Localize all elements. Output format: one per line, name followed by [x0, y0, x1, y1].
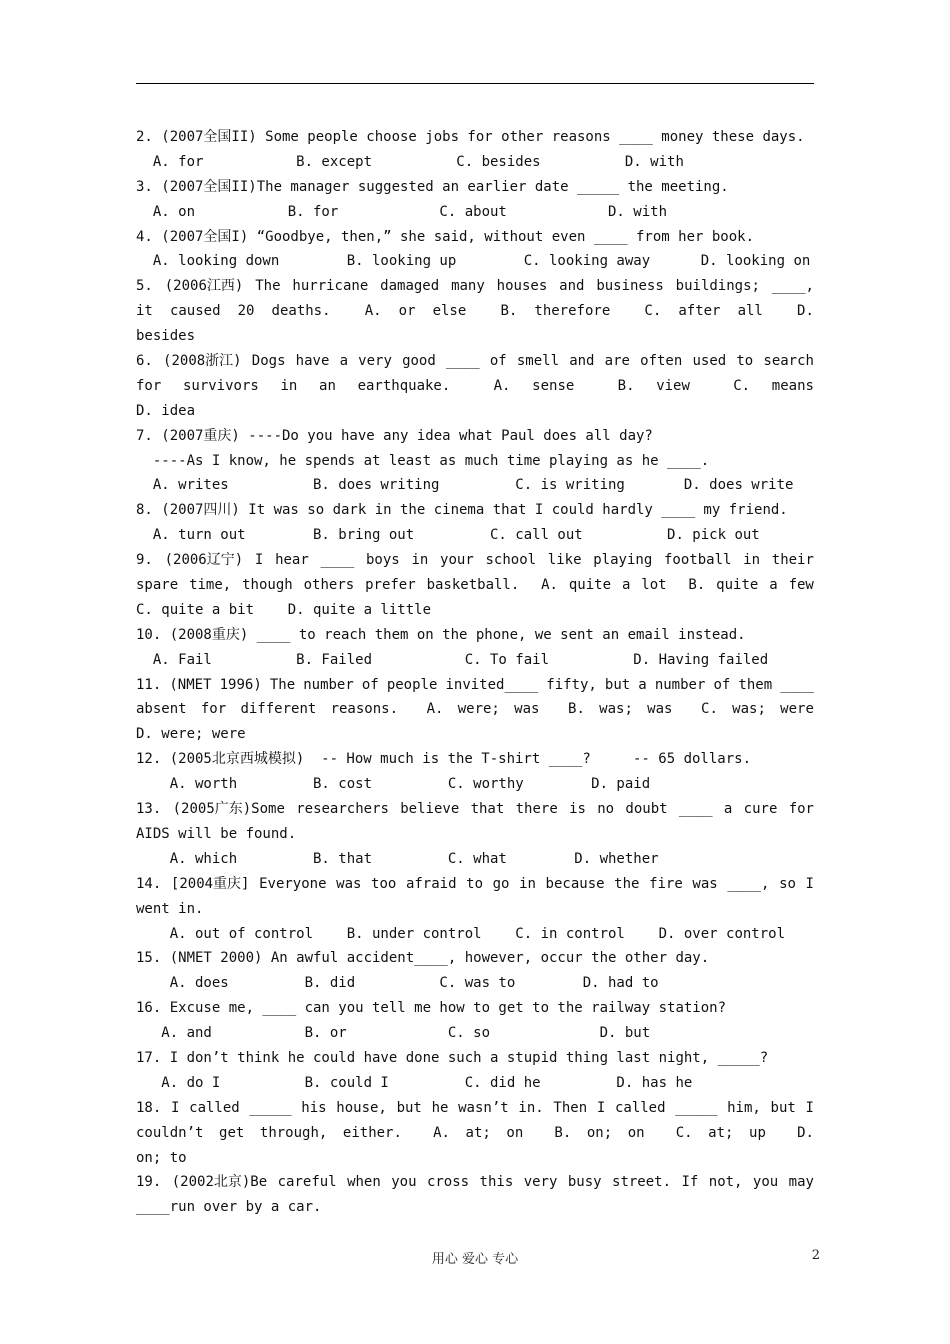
word: called	[189, 1099, 240, 1116]
word: search	[763, 353, 814, 370]
word: B.	[500, 303, 518, 320]
question-text: 17. I don’t think he could have done such a stupid thing last night, _____?	[136, 1049, 769, 1066]
word: your	[440, 552, 474, 569]
word: have	[295, 353, 330, 370]
word: quite	[568, 577, 612, 594]
word: either.	[342, 1124, 402, 1141]
question-list	[136, 125, 814, 1220]
question-text	[136, 673, 814, 698]
word: ____	[678, 801, 713, 818]
question-item	[136, 548, 814, 623]
answer-options: A. which B. that C. what D. whether	[136, 850, 659, 867]
question-text	[136, 548, 814, 573]
word: to	[736, 353, 754, 370]
word: afraid	[405, 875, 457, 892]
word: football	[664, 552, 732, 569]
answer-options: A. worth B. cost C. worthy D. paid	[136, 776, 651, 793]
word: for	[788, 801, 814, 818]
word: sense	[532, 377, 575, 394]
word: a	[621, 577, 631, 594]
word: ____	[320, 552, 355, 569]
question-item	[136, 946, 814, 996]
word: basketball.	[426, 577, 520, 594]
word: school	[485, 552, 537, 569]
word: in	[280, 377, 298, 394]
word: you	[752, 1174, 779, 1191]
word: ____	[780, 676, 814, 693]
answer-options: A. looking down B. looking up C. looking away D. looking on	[136, 253, 811, 270]
word: Dogs	[251, 353, 286, 370]
word: fire	[649, 875, 683, 892]
word: was	[647, 701, 673, 718]
word: or	[398, 303, 416, 320]
word: C.	[733, 377, 751, 394]
word: to	[466, 875, 483, 892]
word: called	[614, 1099, 666, 1116]
question-item	[136, 1046, 814, 1096]
word: a	[769, 577, 778, 594]
word: get	[219, 1124, 245, 1141]
word: 1996)	[219, 676, 262, 693]
word: (NMET	[169, 676, 212, 693]
word: ____	[445, 353, 480, 370]
word: time,	[189, 577, 232, 594]
word: 11.	[136, 676, 162, 693]
word: playing	[593, 552, 653, 569]
word: B.	[554, 1124, 572, 1141]
word: Then	[553, 1099, 588, 1116]
word: of	[361, 676, 379, 693]
question-text: 15. (NMET 2000) An awful accident____, however, occur the other day.	[136, 950, 710, 967]
word: you	[391, 1174, 417, 1191]
word: too	[371, 875, 397, 892]
word: busy	[567, 1174, 602, 1191]
word: at;	[708, 1124, 734, 1141]
word: in.	[518, 1099, 544, 1116]
word: B.	[688, 577, 706, 594]
question-text	[136, 349, 814, 374]
word: ____,	[727, 875, 770, 892]
word: on;	[586, 1124, 613, 1141]
word: many	[451, 278, 485, 295]
word: others	[303, 577, 355, 594]
word: no	[597, 801, 615, 818]
question-item	[136, 623, 814, 673]
word: believe	[400, 801, 460, 818]
word: If	[681, 1174, 699, 1191]
answer-options: A. does B. did C. was to D. had to	[136, 975, 659, 992]
word: business	[596, 278, 664, 295]
page-footer: 用心 爱心 专心	[431, 1252, 519, 1267]
question-text: 12. (2005北京西城模拟) -- How much is the T-shirt ____? -- 65 dollars.	[136, 751, 752, 768]
question-text-continued: ----As I know, he spends at least as much time playing as he ____.	[136, 452, 710, 469]
question-item	[136, 125, 814, 175]
word: but	[604, 676, 631, 693]
word: but	[770, 1099, 796, 1116]
word: I	[254, 552, 264, 569]
word: A.	[541, 577, 558, 594]
question-text	[136, 274, 814, 299]
word: very	[358, 353, 392, 370]
word: for	[136, 377, 162, 394]
answer-options: A. Fail B. Failed C. To fail D. Having failed	[136, 651, 769, 668]
word: C.	[644, 303, 662, 320]
word: number	[303, 676, 354, 693]
word: C.	[675, 1124, 693, 1141]
word: their	[771, 552, 814, 569]
word: (2006江西)	[164, 278, 244, 295]
word: 13.	[136, 801, 162, 818]
word: is	[569, 801, 586, 818]
word: _____	[675, 1099, 718, 1116]
word: reasons.	[330, 701, 399, 718]
word: The	[255, 278, 281, 295]
word: at;	[465, 1124, 491, 1141]
word: a	[638, 676, 647, 693]
word: used	[692, 353, 727, 370]
word: quite	[716, 577, 759, 594]
word: doubt	[625, 801, 668, 818]
word: smell	[516, 353, 560, 370]
word: was	[514, 701, 540, 718]
word: was	[336, 875, 362, 892]
word: when	[347, 1174, 381, 1191]
word: in	[519, 875, 536, 892]
word: people	[386, 676, 438, 693]
word: wasn’t	[458, 1099, 509, 1116]
question-text-continued: ____run over by a car.	[136, 1199, 322, 1216]
word: caused	[169, 303, 221, 320]
word: a	[723, 801, 733, 818]
word: hear	[275, 552, 309, 569]
question-text-continued	[136, 697, 814, 722]
header-rule	[136, 83, 814, 84]
question-text-continued: C. quite a bit D. quite a little	[136, 601, 432, 618]
word: him,	[727, 1099, 761, 1116]
question-text-continued	[136, 1121, 814, 1146]
question-item	[136, 1096, 814, 1171]
answer-options: A. out of control B. under control C. in control D. over control	[136, 925, 786, 942]
word: invited____	[445, 676, 539, 693]
question-text	[136, 797, 814, 822]
question-text: 7. (2007重庆) ----Do you have any idea what Paul does all day?	[136, 427, 653, 444]
word: in	[743, 552, 761, 569]
word: are	[604, 353, 630, 370]
word: for	[200, 701, 227, 718]
word: spare	[136, 577, 179, 594]
question-text-continued: D. idea	[136, 402, 196, 419]
word: damaged	[380, 278, 440, 295]
word: A.	[426, 701, 444, 718]
word: good	[402, 353, 436, 370]
word: was;	[732, 701, 766, 718]
word: B.	[617, 377, 635, 394]
word: were;	[457, 701, 500, 718]
word: a	[339, 353, 348, 370]
word: though	[242, 577, 293, 594]
word: houses	[496, 278, 548, 295]
word: means	[771, 377, 814, 394]
answer-options: A. writes B. does writing C. is writing D. does write	[136, 477, 794, 494]
word: therefore	[534, 303, 611, 320]
word: boys	[365, 552, 400, 569]
word: cure	[743, 801, 778, 818]
question-text	[136, 872, 814, 897]
word: hurricane	[292, 278, 369, 295]
word: I	[805, 1099, 814, 1116]
word: on	[627, 1124, 645, 1141]
word: [2004重庆]	[170, 875, 250, 892]
word: in	[411, 552, 429, 569]
question-item	[136, 1170, 814, 1220]
word: that	[470, 801, 505, 818]
word: number	[654, 676, 706, 693]
word: 19.	[136, 1174, 162, 1191]
word: after	[678, 303, 721, 320]
word: so	[779, 875, 796, 892]
question-item	[136, 349, 814, 424]
word: absent	[136, 701, 187, 718]
answer-options: A. do I B. could I C. did he D. has he	[136, 1074, 693, 1091]
word: all	[737, 303, 763, 320]
word: (2008浙江)	[163, 353, 242, 370]
word: ____,	[771, 278, 814, 295]
word: Everyone	[259, 875, 327, 892]
word: fifty,	[546, 676, 597, 693]
word: his	[301, 1099, 327, 1116]
word: researchers	[296, 801, 389, 818]
question-item	[136, 175, 814, 225]
question-text-continued: on; to	[136, 1149, 187, 1166]
word: he	[431, 1099, 449, 1116]
word: prefer	[365, 577, 416, 594]
question-text	[136, 1170, 814, 1195]
word: D.	[797, 303, 814, 320]
question-text-continued	[136, 374, 814, 399]
question-item	[136, 797, 814, 872]
word: may	[788, 1174, 814, 1191]
word: through,	[259, 1124, 328, 1141]
word: on	[506, 1124, 524, 1141]
word: very	[523, 1174, 558, 1191]
word: I	[805, 875, 814, 892]
word: deaths.	[271, 303, 331, 320]
word: of	[489, 353, 507, 370]
word: street.	[612, 1174, 672, 1191]
word: earthquake.	[357, 377, 451, 394]
answer-options: A. on B. for C. about D. with	[136, 203, 668, 220]
word: and	[569, 353, 595, 370]
word: (2006辽宁)	[164, 552, 244, 569]
question-text: 2. (2007全国II) Some people choose jobs for other reasons ____ money these days.	[136, 129, 805, 145]
word: B.	[568, 701, 585, 718]
question-text-continued: went in.	[136, 900, 204, 917]
question-text: 4. (2007全国I) “Goodbye, then,” she said, without even ____ from her book.	[136, 228, 755, 245]
word: lot	[641, 577, 667, 594]
answer-options: A. for B. except C. besides D. with	[136, 153, 684, 170]
word: the	[614, 875, 640, 892]
word: was	[692, 875, 718, 892]
word: 14.	[136, 875, 162, 892]
question-text-continued: AIDS will be found.	[136, 825, 297, 842]
word: 9.	[136, 552, 153, 569]
word: (2002北京)Be	[171, 1174, 268, 1191]
word: _____	[249, 1099, 292, 1116]
word: cross	[426, 1174, 470, 1191]
word: couldn’t	[136, 1124, 204, 1141]
word: A.	[364, 303, 382, 320]
question-item	[136, 498, 814, 548]
question-text: 8. (2007四川) It was so dark in the cinema that I could hardly ____ my friend.	[136, 502, 788, 519]
answer-options: A. turn out B. bring out C. call out D. pick out	[136, 527, 760, 544]
word: there	[515, 801, 558, 818]
question-item	[136, 996, 814, 1046]
word: was;	[599, 701, 633, 718]
page-number: 2	[811, 1248, 820, 1263]
word: buildings;	[675, 278, 760, 295]
word: few	[788, 577, 814, 594]
word: of	[713, 676, 731, 693]
word: C.	[701, 701, 718, 718]
question-text: 16. Excuse me, ____ can you tell me how to get to the railway station?	[136, 1000, 727, 1017]
question-item	[136, 673, 814, 748]
question-item	[136, 274, 814, 349]
word: 18.	[136, 1099, 162, 1116]
word: because	[545, 875, 605, 892]
word: A.	[433, 1124, 450, 1141]
word: view	[656, 377, 690, 394]
word: I	[171, 1099, 180, 1116]
answer-options: A. and B. or C. so D. but	[136, 1025, 651, 1042]
word: different	[240, 701, 317, 718]
word: go	[492, 875, 510, 892]
word: The	[269, 676, 296, 693]
question-item	[136, 424, 814, 499]
word: I	[596, 1099, 606, 1116]
question-text-continued: D. were; were	[136, 726, 246, 743]
question-text: 3. (2007全国II)The manager suggested an earlier date _____ the meeting.	[136, 178, 729, 195]
word: A.	[493, 377, 511, 394]
word: D.	[797, 1124, 814, 1141]
word: an	[319, 377, 336, 394]
question-text-continued: besides	[136, 328, 196, 345]
word: careful	[277, 1174, 337, 1191]
question-item	[136, 872, 814, 947]
question-text	[136, 1096, 814, 1121]
word: them	[738, 676, 773, 693]
question-item	[136, 225, 814, 275]
word: up	[749, 1124, 766, 1141]
word: like	[547, 552, 582, 569]
word: 6.	[136, 353, 153, 370]
word: and	[559, 278, 585, 295]
word: (2005广东)Some	[172, 801, 285, 818]
word: 5.	[136, 278, 153, 295]
question-text: 10. (2008重庆) ____ to reach them on the phone, we sent an email instead.	[136, 626, 746, 643]
word: often	[640, 353, 683, 370]
word: survivors	[182, 377, 259, 394]
word: but	[396, 1099, 422, 1116]
question-text-continued	[136, 299, 814, 324]
word: were	[780, 701, 814, 718]
word: 20	[237, 303, 255, 320]
question-text-continued	[136, 573, 814, 598]
word: else	[432, 303, 467, 320]
word: it	[136, 303, 153, 320]
word: not,	[708, 1174, 743, 1191]
word: house,	[336, 1099, 387, 1116]
word: this	[479, 1174, 514, 1191]
question-item	[136, 747, 814, 797]
